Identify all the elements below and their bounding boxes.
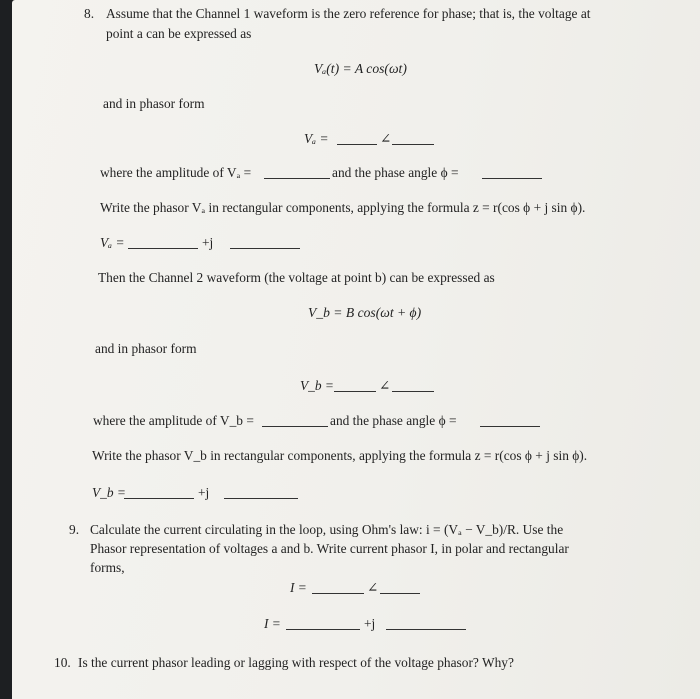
- q8-intro-line1: Assume that the Channel 1 waveform is the zero reference for phase; that is, the voltage at: [106, 6, 591, 21]
- angle-icon: ∠: [367, 580, 379, 595]
- va-magnitude-blank[interactable]: [337, 132, 377, 145]
- va-phasor-lhs: Vₐ =: [304, 131, 329, 146]
- i-rect-lhs: I =: [264, 616, 281, 631]
- va-amplitude-text: where the amplitude of Vₐ =: [100, 165, 252, 180]
- i-magnitude-blank[interactable]: [312, 581, 364, 594]
- va-rect-lhs: Vₐ =: [100, 235, 125, 250]
- q8-intro-line2: point a can be expressed as: [106, 26, 252, 41]
- vb-rect-lhs: V_b =: [92, 485, 126, 500]
- vb-angle-blank[interactable]: [392, 379, 434, 392]
- va-imag-blank[interactable]: [230, 236, 300, 249]
- va-phase-blank[interactable]: [482, 166, 542, 179]
- q8-number: 8.: [84, 6, 95, 21]
- q10-number: 10.: [54, 655, 71, 670]
- vb-plus-j: +j: [198, 485, 210, 500]
- va-angle-blank[interactable]: [392, 132, 434, 145]
- q10-text: Is the current phasor leading or lagging with respect of the voltage phasor? Why?: [78, 655, 514, 670]
- eq-vb-time: V_b = B cos(ωt + ϕ): [308, 305, 422, 320]
- channel2-text: Then the Channel 2 waveform (the voltage at point b) can be expressed as: [98, 270, 495, 285]
- vb-phase-blank[interactable]: [480, 414, 540, 427]
- va-real-blank[interactable]: [128, 236, 198, 249]
- q9-line1: Calculate the current circulating in the loop, using Ohm's law: i = (Vₐ − V_b)/R. Use the: [90, 522, 564, 537]
- va-phase-angle-text: and the phase angle ϕ =: [332, 165, 459, 180]
- vb-amplitude-text: where the amplitude of V_b =: [93, 413, 254, 428]
- vb-real-blank[interactable]: [124, 486, 194, 499]
- vb-phasor-lhs: V_b =: [300, 378, 334, 393]
- q9-line2: Phasor representation of voltages a and b. Write current phasor I, in polar and rectangular: [90, 541, 569, 556]
- vb-magnitude-blank[interactable]: [334, 379, 376, 392]
- angle-icon: ∠: [379, 378, 391, 393]
- phasor-form-label-b: and in phasor form: [95, 341, 197, 356]
- i-imag-blank[interactable]: [386, 617, 466, 630]
- eq-va-time: Vₐ(t) = A cos(ωt): [314, 61, 407, 76]
- q9-line3: forms,: [90, 560, 125, 575]
- vb-amplitude-blank[interactable]: [262, 414, 328, 427]
- phasor-form-label-a: and in phasor form: [103, 96, 205, 111]
- vb-imag-blank[interactable]: [224, 486, 298, 499]
- i-real-blank[interactable]: [286, 617, 360, 630]
- vb-phase-angle-text: and the phase angle ϕ =: [330, 413, 457, 428]
- i-polar-lhs: I =: [290, 580, 307, 595]
- vb-rect-instruction: Write the phasor V_b in rectangular components, applying the formula z = r(cos ϕ + j sin ϕ).: [92, 448, 588, 463]
- angle-icon: ∠: [380, 131, 392, 146]
- worksheet-page: [12, 0, 700, 699]
- i-plus-j: +j: [364, 616, 376, 631]
- i-angle-blank[interactable]: [380, 581, 420, 594]
- va-amplitude-blank[interactable]: [264, 166, 330, 179]
- va-rect-instruction: Write the phasor Vₐ in rectangular components, applying the formula z = r(cos ϕ + j sin ϕ).: [100, 200, 586, 215]
- q9-number: 9.: [69, 522, 80, 537]
- va-plus-j: +j: [202, 235, 214, 250]
